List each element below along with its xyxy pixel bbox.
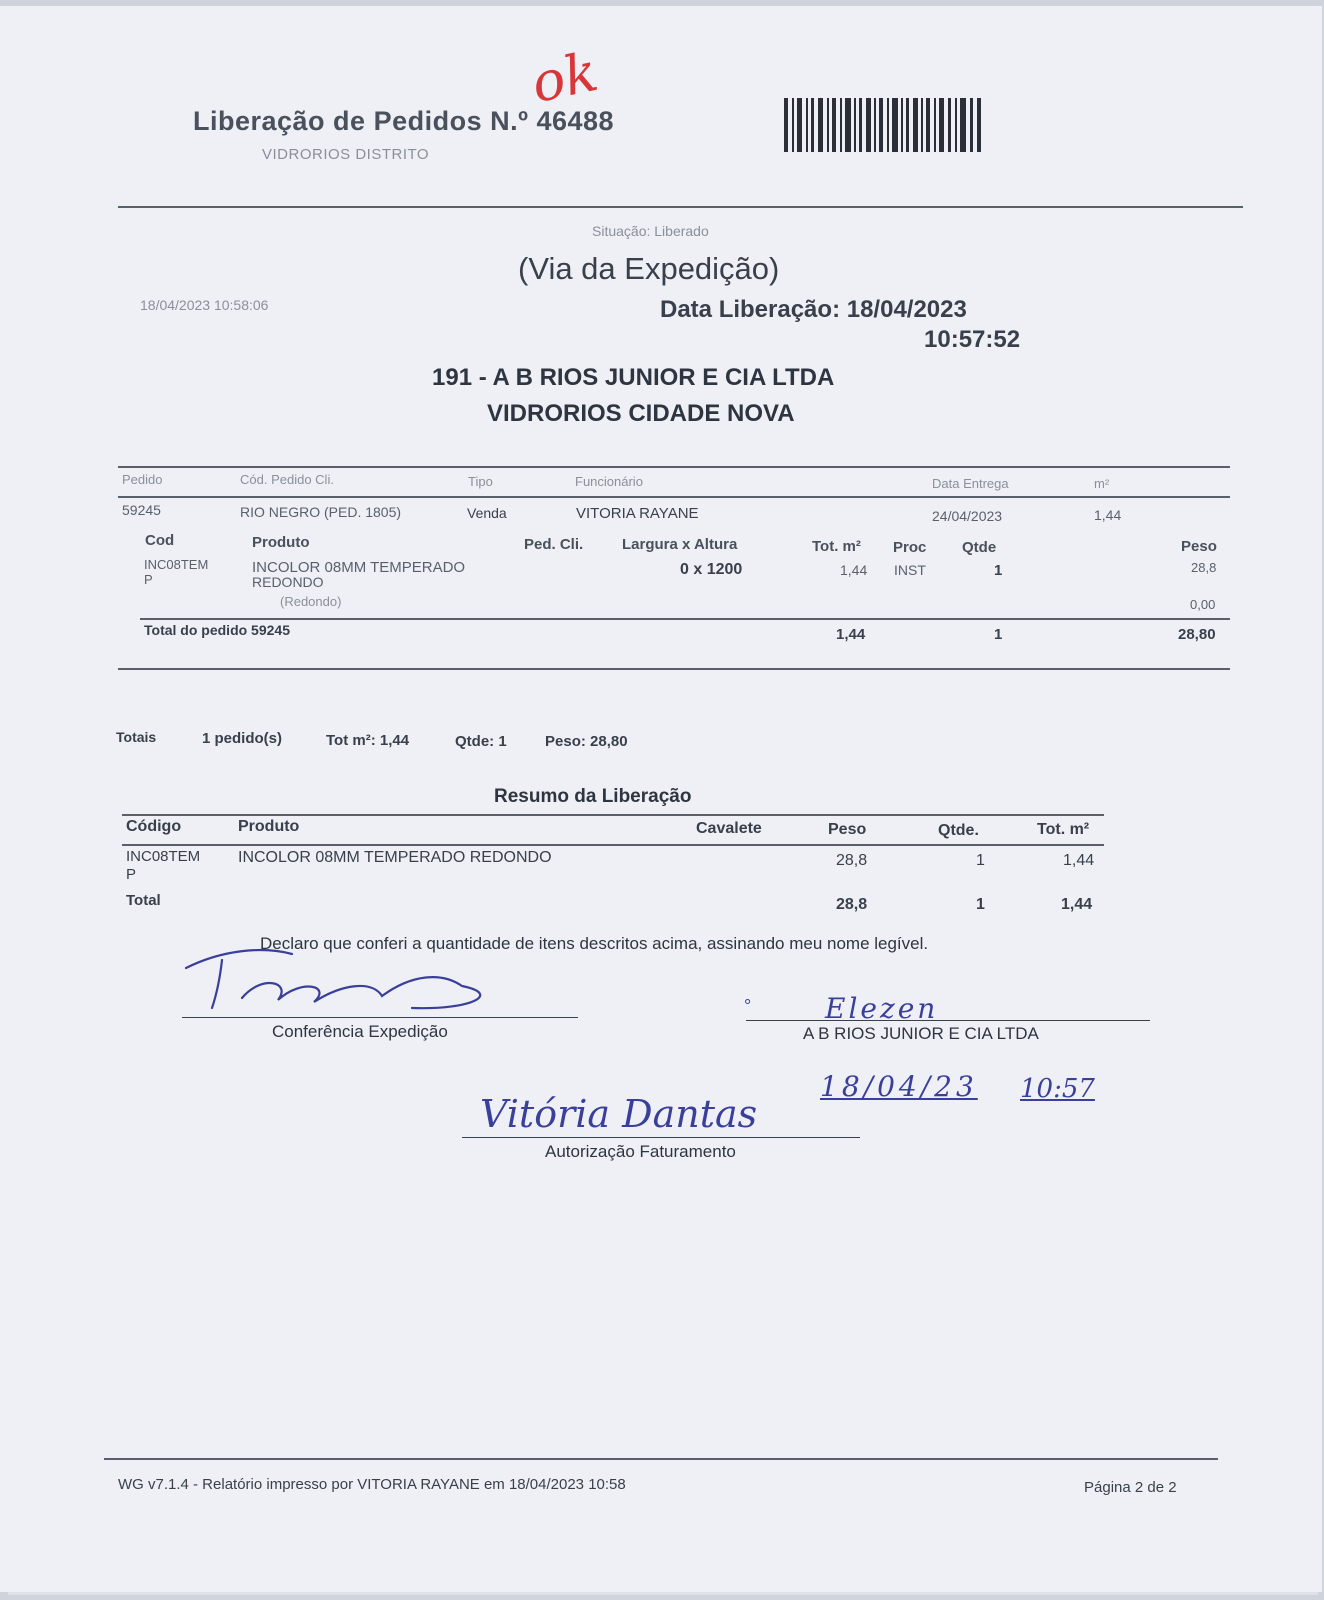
item-total-rule [140,618,1230,620]
summary-total-qtde: 1 [976,896,985,913]
order-table-header-rule [118,496,1230,498]
item-cod-2: P [144,572,153,587]
summary-col-produto: Produto [238,818,300,835]
signature-line-expedicao [182,1017,578,1018]
barcode [784,98,984,154]
ok-mark: ok [526,39,604,116]
document-page [0,6,1322,1592]
summary-qtde: 1 [976,852,985,869]
release-date: Data Liberação: 18/04/2023 [660,296,967,323]
summary-header-rule [122,844,1104,846]
col-funcionario: Funcionário [575,474,643,489]
label-client: A B RIOS JUNIOR E CIA LTDA [803,1024,1039,1043]
item-col-tot-m2: Tot. m² [812,538,861,555]
item-qtde: 1 [994,562,1003,579]
item-produto-2: REDONDO [252,574,324,590]
client-signature-mark: ° [744,996,752,1016]
summary-codigo-2: P [126,866,137,883]
header-divider [118,206,1243,208]
signature-expedicao [182,938,522,1018]
summary-total-label: Total [126,892,161,909]
summary-col-codigo: Código [126,818,182,835]
footer-left: WG v7.1.4 - Relatório impresso por VITORIA RAYANE em 18/04/2023 10:58 [118,1476,626,1493]
faturamento-signature-name: Vitória Dantas [480,1092,758,1136]
col-data-entrega: Data Entrega [932,476,1009,491]
release-time: 10:57:52 [924,326,1021,353]
item-col-qtde: Qtde [962,539,997,556]
label-conferencia-expedicao: Conferência Expedição [272,1022,448,1041]
client-signature-name: Elezen [825,992,939,1025]
item-col-produto: Produto [252,534,310,551]
handwritten-date: 18/04/23 [820,1070,978,1103]
summary-total-peso: 28,8 [836,896,868,913]
col-cod-pedido: Cód. Pedido Cli. [240,472,334,487]
summary-title: Resumo da Liberação [494,786,692,807]
order-table-top-rule [118,466,1230,468]
item-proc: INST [894,562,926,578]
signature-line-client [746,1020,1150,1021]
order-total-peso: 28,80 [1178,626,1216,643]
client-branch: VIDRORIOS CIDADE NOVA [487,400,795,427]
order-tipo: Venda [467,505,507,521]
col-m2: m² [1094,476,1110,491]
order-total-qtde: 1 [994,626,1003,643]
summary-top-rule [122,814,1104,816]
print-timestamp: 18/04/2023 10:58:06 [140,297,269,313]
item-peso: 28,8 [1191,560,1217,575]
item-produto-note: (Redondo) [280,594,342,609]
summary-peso: 28,8 [836,852,868,869]
col-tipo: Tipo [468,474,493,489]
item-col-largura-altura: Largura x Altura [622,536,738,553]
footer-right: Página 2 de 2 [1084,1479,1177,1496]
item-col-cod: Cod [145,532,175,549]
signature-line-faturamento [462,1137,860,1138]
item-col-peso: Peso [1181,538,1217,555]
item-col-proc: Proc [893,539,927,556]
order-data-entrega: 24/04/2023 [932,508,1003,524]
order-table-bottom-rule [118,668,1230,670]
order-pedido: 59245 [122,502,161,518]
item-produto-1: INCOLOR 08MM TEMPERADO [252,559,466,576]
footer-rule [104,1458,1218,1460]
item-cod-1: INC08TEM [144,557,209,572]
status-text: Situação: Liberado [592,223,709,239]
client-name: 191 - A B RIOS JUNIOR E CIA LTDA [432,364,835,391]
totals-qtde: Qtde: 1 [455,733,507,750]
totals-m2: Tot m²: 1,44 [326,732,410,749]
order-cod-pedido: RIO NEGRO (PED. 1805) [240,504,402,520]
summary-codigo-1: INC08TEM [126,848,201,865]
totals-peso: Peso: 28,80 [545,733,628,750]
order-funcionario: VITORIA RAYANE [576,505,699,522]
label-autorizacao-faturamento: Autorização Faturamento [545,1142,736,1161]
order-total-label: Total do pedido 59245 [144,622,290,638]
document-title: Liberação de Pedidos N.º 46488 [193,106,615,136]
via-title: (Via da Expedição) [518,251,780,286]
col-pedido: Pedido [122,472,163,487]
summary-col-cavalete: Cavalete [696,820,762,837]
item-dims: 0 x 1200 [680,561,743,578]
item-tot-m2: 1,44 [840,562,868,578]
summary-tot-m2: 1,44 [1063,852,1095,869]
declaration-text: Declaro que conferi a quantidade de itens descritos acima, assinando meu nome legível. [260,934,929,953]
summary-col-tot-m2: Tot. m² [1037,821,1090,838]
item-col-ped-cli: Ped. Cli. [524,536,584,553]
document-subtitle: VIDRORIOS DISTRITO [262,146,430,163]
summary-total-tot-m2: 1,44 [1061,896,1093,913]
summary-produto: INCOLOR 08MM TEMPERADO REDONDO [238,849,552,866]
summary-col-qtde: Qtde. [938,822,979,839]
item-peso-extra: 0,00 [1190,597,1216,612]
totals-pedidos: 1 pedido(s) [202,730,283,747]
order-m2: 1,44 [1094,507,1122,523]
summary-col-peso: Peso [828,821,867,838]
order-total-m2: 1,44 [836,626,866,643]
handwritten-time: 10:57 [1020,1074,1095,1104]
totals-label: Totais [116,729,157,745]
